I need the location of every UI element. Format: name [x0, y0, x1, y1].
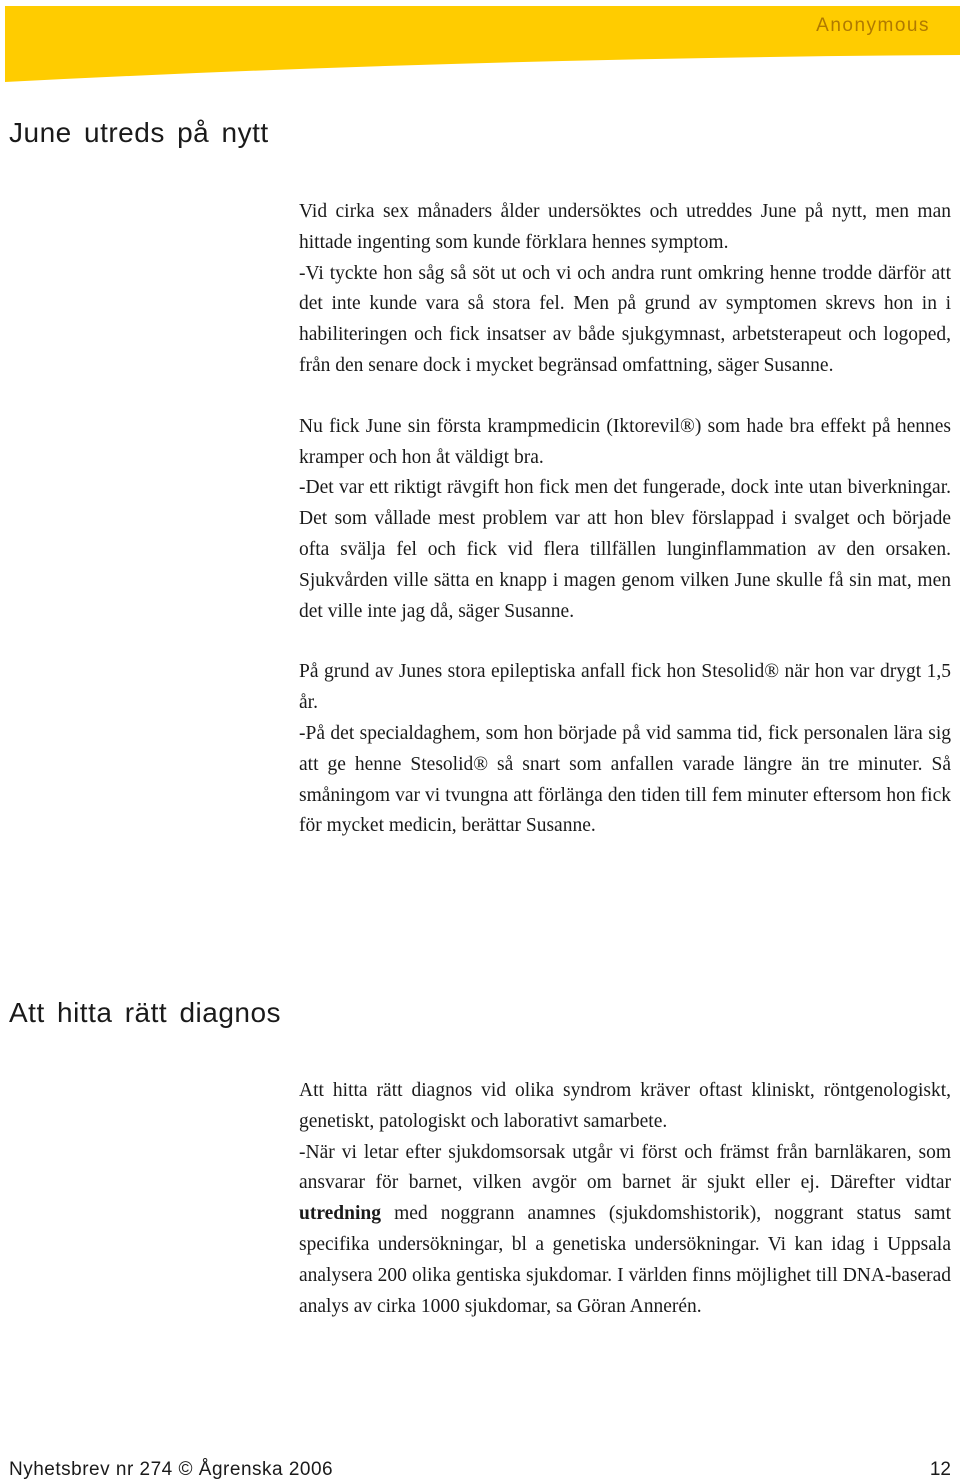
section-body-att-hitta-ratt-diagnos	[299, 1076, 951, 1322]
paragraph-sentence: Nu fick June sin första krampmedicin (Iktorevil®) som hade bra effekt på hennes kramper och hon åt väldigt bra.	[299, 415, 951, 468]
bold-term: utredning	[299, 1203, 381, 1225]
paragraph-sentence: -Det var ett riktigt rävgift hon fick men det fungerade, dock inte utan biverkningar. Det som vållade mest problem var att hon blev förslappad i svalget och började ofta svälja fel och fick vid flera tillfällen lunginflammation av den orsaken. Sjukvården ville sätta en knapp i magen genom vilken June skulle få sin mat, men det ville inte jag då, säger Susanne.	[299, 477, 951, 622]
paragraph-sentence: Att hitta rätt diagnos vid olika syndrom kräver oftast kliniskt, röntgenologiskt, genetiskt, patologiskt och laborativt samarbete.	[299, 1080, 951, 1132]
paragraph-sentence: -På det specialdaghem, som hon började på vid samma tid, fick personalen lära sig att ge henne Stesolid® så snart som anfallen varade längre än tre minuter. Så småningom var vi tvungna att förlänga den tiden till fem minuter eftersom hon fick för mycket medicin, berättar Susanne.	[299, 722, 951, 837]
text-run: -När vi letar efter sjukdomsorsak utgår vi först och främst från barnläkaren, som ansvarar för barnet, vilken avgör om barnet är sjukt eller ej. Därefter vidtar	[299, 1141, 951, 1194]
banner-shape	[0, 0, 960, 90]
header-banner	[0, 0, 960, 90]
paragraph	[299, 1076, 951, 1322]
section-heading-june-utreds: June utreds på nytt	[9, 117, 269, 148]
paragraph	[299, 657, 951, 842]
text-run: med noggrann anamnes (sjukdomshistorik), noggrant status samt specifika undersökningar, bl a genetiska undersökningar. Vi kan idag i Uppsala analysera 200 olika gentiska sjukdomar. I världen finns möjlighet till DNA-baserad analys av cirka 1000 sjukdomar, sa Göran Annerén.	[299, 1203, 951, 1317]
paragraph-sentence: -Vi tyckte hon såg så söt ut och vi och andra runt omkring henne trodde därför att det inte kunde vara så stora fel. Men på grund av symptomen skrevs hon in i habiliteringen och fick insatser av både sjukgymnast, arbetsterapeut och logoped, från den senare dock i mycket begränsad omfattning, säger Susanne.	[299, 262, 951, 376]
paragraph-sentence: Vid cirka sex månaders ålder undersöktes och utreddes June på nytt, men man hittade ingenting som kunde förklara hennes symptom.	[299, 201, 951, 253]
paragraph	[299, 197, 951, 382]
paragraph	[299, 412, 951, 628]
paragraph-sentence: På grund av Junes stora epileptiska anfall fick hon Stesolid® när hon var drygt 1,5 år.	[299, 661, 951, 714]
header-label: Anonymous	[816, 15, 930, 36]
footer-publication: Nyhetsbrev nr 274 © Ågrenska 2006	[9, 1459, 334, 1480]
section-heading-att-hitta-ratt-diagnos: Att hitta rätt diagnos	[9, 997, 282, 1028]
paragraph-sentence	[299, 1138, 951, 1323]
page-number: 12	[929, 1459, 951, 1480]
section-body-june-utreds	[299, 197, 951, 842]
